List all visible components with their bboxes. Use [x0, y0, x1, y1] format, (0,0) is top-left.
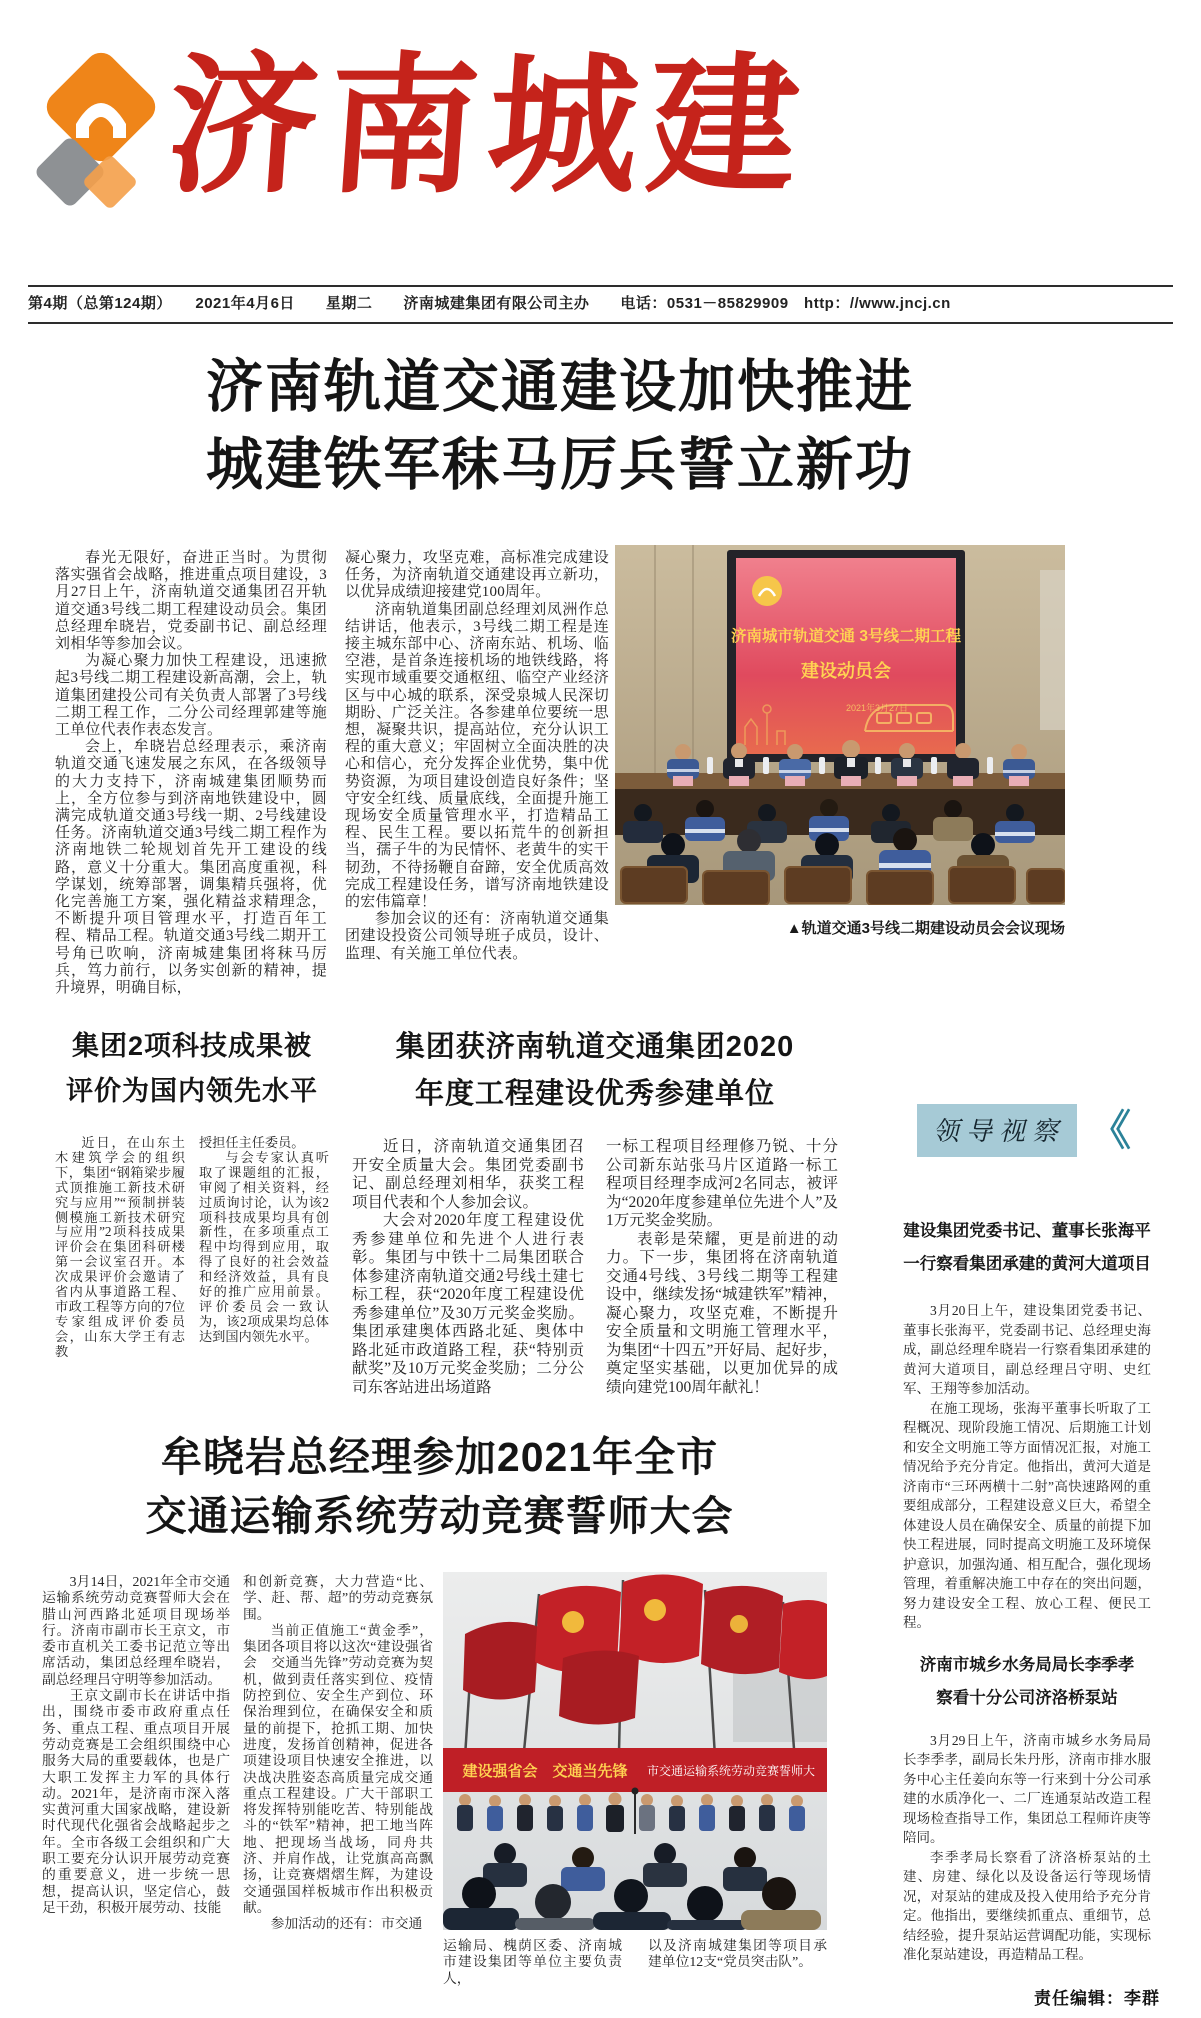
meeting-room-photo [615, 545, 1065, 905]
banner-text-white: 市交通运输系统劳动竞赛誓师大 [646, 1764, 816, 1778]
inspection-sidebar [903, 1062, 1151, 1965]
arch-tunnel-emblem-icon [30, 50, 170, 218]
inspection-label-badge: 领导视察 [917, 1104, 1077, 1157]
rally-paragraph: 以及济南城建集团等项目承建单位12支“党员突击队”。 [648, 1938, 827, 1970]
lead-paragraph: 凝心聚力，攻坚克难，高标准完成建设任务，为济南轨道交通建设再立新功，以优异成绩迎接建党100周年。 [345, 550, 609, 601]
award-headline [352, 1024, 838, 1118]
tech-headline [55, 1024, 329, 1114]
rally-paragraph: 当前正值施工“黄金季”，集团各项目将以这次“建设强省会 交通当先锋”劳动竞赛为契机，做到责任落实到位、疫情防控到位、安全生产到位、环保治理到位，在确保安全和质量的前提下，抢抓工期、加快进度，发扬首创精神，促进各项建设项目快速安全推进，以决战决胜姿态高质量完成交通重点工程建设。广大干部职工将发挥特别能吃苦、特别能战斗的“铁军”精神，把工地当阵地、把现场当战场，同舟共济、并肩作战，让党旗高高飘扬，让竞赛熠熠生辉，为建设交通强国样板城市作出积极贡献。 [243, 1622, 433, 1915]
inspection-paragraph: 3月20日上午，建设集团党委书记、董事长张海平，党委副书记、总经理史海成，副总经理牟晓岩一行察看集团承建的黄河大道项目，副总经理吕守明、史红军、王翔等参加活动。 [903, 1303, 1151, 1396]
inspection-label-row [917, 1104, 1151, 1157]
rally-headline-line2: 交通运输系统劳动竞赛誓师大会 [145, 1493, 734, 1539]
lead-headline-line1: 济南轨道交通建设加快推进 [206, 355, 914, 419]
rally-paragraph: 王京文副市长在讲话中指出，围绕市委市政府重点任务、重点工程、重点项目开展劳动竞赛是工会组织围绕中心服务大局的重要载体，也是广大职工发挥主力军的具体行动。2021年，是济南市深入落实黄河重大国家战略，建设新时代现代化强省会战略起步之年。全市各级工会组织和广大职工要充分认识开展劳动竞赛的重要意义，进一步统一思想，提高认识，坚定信心，鼓足干劲，积极开展劳动、技能 [42, 1688, 230, 1915]
rally-under-column-2 [648, 1938, 827, 1987]
lead-column-2 [345, 550, 609, 963]
tech-article [55, 1024, 329, 1360]
lead-paragraph: 春光无限好，奋进正当时。为贯彻落实强省会战略，推进重点项目建设，3月27日上午，济南轨道交通集团召开轨道交通3号线二期工程建设动员会。集团总经理牟晓岩，党委副书记、副总经理刘相华等参加会议。 [55, 550, 327, 653]
double-left-chevron-icon: 《 [1089, 1105, 1132, 1155]
issue-info-line: 第4期（总第124期） 2021年4月6日 星期二 济南城建集团有限公司主办 电话：0531－85829909 http：//www.jncj.cn [28, 295, 951, 312]
banner-text-gold: 建设强省会 交通当先锋 [462, 1763, 628, 1780]
tech-headline-line2: 评价为国内领先水平 [66, 1076, 318, 1106]
inspection-article2-headline [903, 1649, 1151, 1715]
award-article [352, 1024, 838, 1397]
rally-under-photo-columns [443, 1938, 827, 1987]
rally-under-column-1 [443, 1938, 622, 1987]
rally-paragraph: 和创新竞赛，大力营造“比、学、赶、帮、超”的劳动竞赛氛围。 [243, 1574, 433, 1622]
slide-title-line1: 济南城市轨道交通 3号线二期工程 [731, 628, 961, 645]
lead-paragraph: 参加会议的还有：济南轨道交通集团建设投资公司领导班子成员，设计、监理、有关施工单位代表。 [345, 911, 609, 962]
microphone-icon [632, 1788, 639, 1795]
newspaper-logo [30, 50, 170, 218]
rally-paragraph: 参加活动的还有：市交通 [270, 1916, 423, 1932]
rally-headline-line1: 牟晓岩总经理参加2021年全市 [160, 1434, 719, 1480]
slide-date: 2021年3月27日 [845, 703, 909, 713]
inspection-article2-body [903, 1731, 1151, 1965]
award-headline-line1: 集团获济南轨道交通集团2020 [395, 1031, 795, 1063]
award-paragraph: 大会对2020年度工程建设优秀参建单位和先进个人进行表彰。集团与中铁十二局集团联合体参建济南轨道交通2号线土建七标工程，获“2020年度工程建设优秀参建单位”及30万元奖金奖励。集团承建奥体西路北延、奥体中路北延市政道路工程，获“特别贡献奖”及10万元奖金奖励；二分公司东客站进出场道路 [352, 1212, 584, 1396]
slide-logo-icon [752, 576, 782, 606]
rally-photo-flags [443, 1572, 827, 1930]
tech-headline-line1: 集团2项科技成果被 [71, 1031, 313, 1061]
inspection-paragraph: 3月29日上午，济南市城乡水务局局长李季孝，副局长朱丹彤，济南市排水服务中心主任姜向东等一行来到十分公司承建的水质净化一、二厂连通泵站改造工程现场检查指导工作，集团总工程师许庚等陪同。 [903, 1732, 1151, 1845]
inspection-article1-headline [903, 1215, 1151, 1281]
award-headline-line2: 年度工程建设优秀参建单位 [414, 1078, 775, 1110]
rally-column-1 [42, 1574, 230, 1916]
tech-column-1 [55, 1136, 185, 1360]
inspection-article1-headline-line1: 建设集团党委书记、董事长张海平 [903, 1222, 1151, 1240]
award-paragraph: 一标工程项目经理修乃锐、十分公司新东站张马片区道路一标工程项目经理李成河2名同志，被评为“2020年度参建单位先进个人”及1万元奖金奖励。 [606, 1138, 838, 1229]
rally-paragraph: 运输局、槐荫区委、济南城市建设集团等单位主要负责人， [443, 1938, 622, 1986]
inspection-article2-headline-line2: 察看十分公司济洛桥泵站 [936, 1688, 1118, 1707]
newspaper-title: 济南城建 [161, 38, 815, 214]
lead-paragraph: 会上，牟晓岩总经理表示，乘济南轨道交通飞速发展之东风，在各级领导的大力支持下，济南城建集团顺势而上，全方位参与到济南地铁建设中，圆满完成轨道交通3号线一期、2号线建设任务。济南轨道交通3号线二期工程作为济南地铁二轮规划首先开工建设的线路，意义十分重大。集团高度重视，科学谋划，统筹部署，调集精兵强将，优化完善施工方案，强化精益求精理念，不断提升项目管理水平，打造百年工程、精品工程。轨道交通3号线二期开工号角已吹响，济南城建集团将秣马厉兵，笃力前行，以务实创新的精神，提升境界，明确目标， [55, 739, 327, 997]
slide-title-line2: 建设动员会 [801, 661, 891, 681]
award-column-2 [606, 1138, 838, 1397]
inspection-paragraph: 在施工现场，张海平董事长听取了工程概况、现阶段施工情况、后期施工计划和安全文明施工等方面情况汇报，对施工情况给予充分肯定。他指出，黄河大道是济南市“三环两横十二射”高快速路网的重要组成部分，工程建设意义巨大，希望全体建设人员在确保安全、质量的前提下加快工程进展，同时提高文明施工及环境保护意识，加强沟通、相互配合，强化现场管理，着重解决施工中存在的突出问题，努力建设安全工程、放心工程、便民工程。 [903, 1400, 1151, 1630]
award-paragraph: 表彰是荣耀，更是前进的动力。下一步，集团将在济南轨道交通4号线、3号线二期等工程建设中，继续发扬“城建铁军”精神，凝心聚力，攻坚克难，不断提升安全质量和文明施工管理水平，为集团“十四五”开好局、起好步，奠定坚实基础，以更加优异的成绩向建党100周年献礼！ [606, 1230, 838, 1396]
lead-photo-meeting [615, 545, 1065, 905]
inspection-article2-headline-line1: 济南市城乡水务局局长李季孝 [919, 1655, 1135, 1674]
masthead-rule-top [28, 285, 1173, 287]
inspection-paragraph: 李季孝局长察看了济洛桥泵站的土建、房建、绿化以及设备运行等现场情况，对泵站的建成及投入使用给予充分肯定。他指出，要继续抓重点、重细节，总结经验，提升泵站运营调配功能，实现标准化泵站建设，再造精品工程。 [903, 1849, 1151, 1962]
tech-paragraph: 授担任主任委员。 [199, 1135, 305, 1150]
lead-photo-caption: ▲轨道交通3号线二期建设动员会会议现场 [786, 920, 1065, 937]
rally-column-2 [243, 1574, 433, 1933]
lead-headline-line2: 城建铁军秣马厉兵誓立新功 [206, 433, 914, 497]
lead-paragraph: 济南轨道集团副总经理刘凤洲作总结讲话，他表示，3号线二期工程是连接主城东部中心、济南东站、机场、临空港，是首条连接机场的地铁线路，将实现市域重要交通枢纽、临空产业经济区与中心城的联系，深受泉城人民深切期盼、广泛关注。各参建单位要统一思想，凝聚共识，提高站位，充分认识工程的重大意义；牢固树立全面决胜的决心和信心，充分发挥企业优势，集中优势资源，为项目建设创造良好条件；坚守安全红线、质量底线，全面提升施工现场安全质量管理水平，打造精品工程、民生工程。要以拓荒牛的创新担当，孺子牛的为民情怀、老黄牛的实干韧劲，不待扬鞭自奋蹄，安全优质高效完成工程建设任务，谱写济南地铁建设的宏伟篇章！ [345, 601, 609, 911]
tech-paragraph: 近日，在山东土木建筑学会的组织下，集团“钢箱梁步履式顶推施工新技术研究与应用”“预制拼装侧模施工新技术研究与应用”2项科技成果评价会在集团科研楼第一会议室召开。本次成果评价会邀请了省内从事道路工程、市政工程等方向的7位专家组成评价委员会，山东大学王有志教 [55, 1135, 185, 1359]
rally-headline [42, 1428, 837, 1546]
tech-paragraph: 与会专家认真听取了课题组的汇报，审阅了相关资料，经过质询讨论，认为该2项科技成果均具有创新性，在多项重点工程中均得到应用，取得了良好的社会效益和经济效益，具有良好的推广应用前景。评价委员会一致认为，该2项成果均总体达到国内领先水平。 [199, 1149, 329, 1344]
inspection-article1-headline-line2: 一行察看集团承建的黄河大道项目 [903, 1255, 1151, 1273]
chair-backs [621, 867, 1065, 905]
lead-paragraph: 为凝心聚力加快工程建设，迅速掀起3号线二期工程建设新高潮，会上，轨道集团建投公司有关负责人部署了3号线二期工程工作，二分公司经理郭建等施工单位代表作表态发言。 [55, 653, 327, 739]
award-column-1 [352, 1138, 584, 1397]
masthead-rule-bottom [28, 322, 1173, 324]
tech-column-2 [199, 1136, 329, 1360]
award-paragraph: 近日，济南轨道交通集团召开安全质量大会。集团党委副书记、副总经理刘相华，获奖工程项目代表和个人参加会议。 [352, 1138, 584, 1211]
rally-paragraph: 3月14日，2021年全市交通运输系统劳动竞赛誓师大会在腊山河西路北延项目现场举行。济南市副市长王京文，市委市直机关工委书记范立等出席活动，集团总经理牟晓岩，副总经理吕守明等参加活动。 [42, 1574, 230, 1687]
lead-column-1 [55, 550, 327, 997]
lead-headline [55, 348, 1065, 504]
editor-credit: 责任编辑：李群 [1034, 1989, 1160, 2008]
inspection-article1-body [903, 1301, 1151, 1633]
rally-ceremony-photo [443, 1572, 827, 1930]
